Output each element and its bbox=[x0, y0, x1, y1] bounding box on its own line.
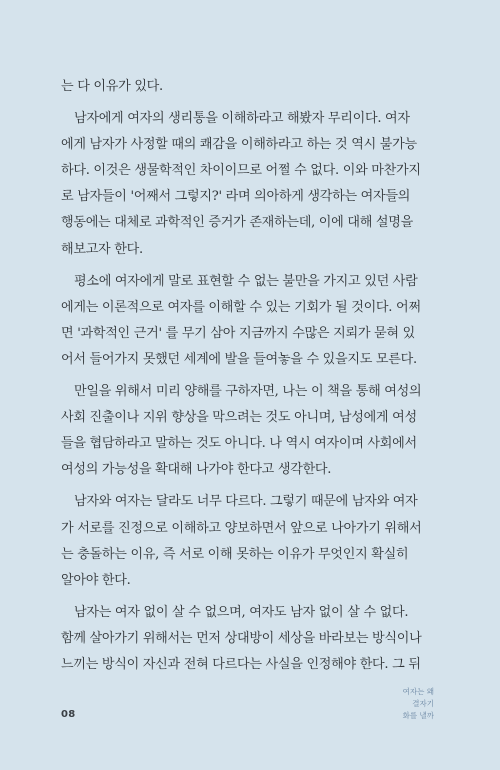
text-line: 어서 들어가지 못했던 세계에 발을 들여놓을 수 있을지도 모른다. bbox=[61, 351, 417, 367]
text-line: 사회 진출이나 지위 향상을 막으려는 것도 아니며, 남성에게 여성 bbox=[61, 410, 417, 426]
text-line: 만일을 위해서 미리 양해를 구하자면, 나는 이 책을 통해 여성의 bbox=[74, 384, 422, 400]
text-line: 해보고자 한다. bbox=[61, 241, 143, 257]
text-line: 는 다 이유가 있다. bbox=[61, 79, 163, 94]
text-line: 남자에게 여자의 생리통을 이해하라고 해봤자 무리이다. 여자 bbox=[74, 111, 410, 127]
text-line: 가 서로를 진정으로 이해하고 양보하면서 앞으로 나아가기 위해서 bbox=[61, 520, 422, 536]
page-number: 08 bbox=[61, 709, 76, 720]
text-line: 들을 협담하라고 말하는 것도 아니다. 나 역시 여자이며 사회에서 bbox=[61, 436, 417, 452]
text-line: 에게 남자가 사정할 때의 쾌감을 이해하라고 하는 것 역시 불가능 bbox=[61, 137, 417, 153]
text-line: 남자는 여자 없이 살 수 없으며, 여자도 남자 없이 살 수 없다. bbox=[74, 604, 409, 620]
text-line: 에게는 이론적으로 여자를 이해할 수 있는 기회가 될 것이다. 어쩌 bbox=[61, 299, 421, 315]
text-line: 로 남자들이 '어째서 그렇지?' 라며 의아하게 생각하는 여자들의 bbox=[61, 189, 411, 205]
running-title-line: 화를 낼까 bbox=[402, 711, 434, 720]
running-title bbox=[403, 686, 434, 722]
running-title-line: 결자기 bbox=[412, 699, 434, 708]
running-title-line: 여자는 왜 bbox=[402, 687, 434, 696]
text-line: 여성의 가능성을 확대해 나가야 한다고 생각한다. bbox=[61, 462, 332, 478]
text-line: 는 충돌하는 이유, 즉 서로 이해 못하는 이유가 무엇인지 확실히 bbox=[61, 546, 409, 562]
text-line: 하다. 이것은 생물학적인 차이이므로 어쩔 수 없다. 이와 마찬가지 bbox=[61, 163, 421, 179]
text-line: 알아야 한다. bbox=[61, 572, 131, 588]
text-line: 느끼는 방식이 자신과 전혀 다르다는 사실을 인정해야 한다. 그 뒤 bbox=[61, 656, 421, 672]
text-line: 평소에 여자에게 말로 표현할 수 없는 불만을 가지고 있던 사람 bbox=[74, 273, 418, 289]
text-line: 함께 살아가기 위해서는 먼저 상대방이 세상을 바라보는 방식이나 bbox=[61, 630, 422, 646]
body-text bbox=[61, 74, 422, 678]
text-line: 면 '과학적인 근거' 를 무기 삼아 지금까지 수많은 지뢰가 묻혀 있 bbox=[61, 325, 415, 341]
text-line: 남자와 여자는 달라도 너무 다르다. 그렇기 때문에 남자와 여자 bbox=[74, 494, 418, 510]
text-line: 행동에는 대체로 과학적인 증거가 존재하는데, 이에 대해 설명을 bbox=[61, 215, 413, 231]
